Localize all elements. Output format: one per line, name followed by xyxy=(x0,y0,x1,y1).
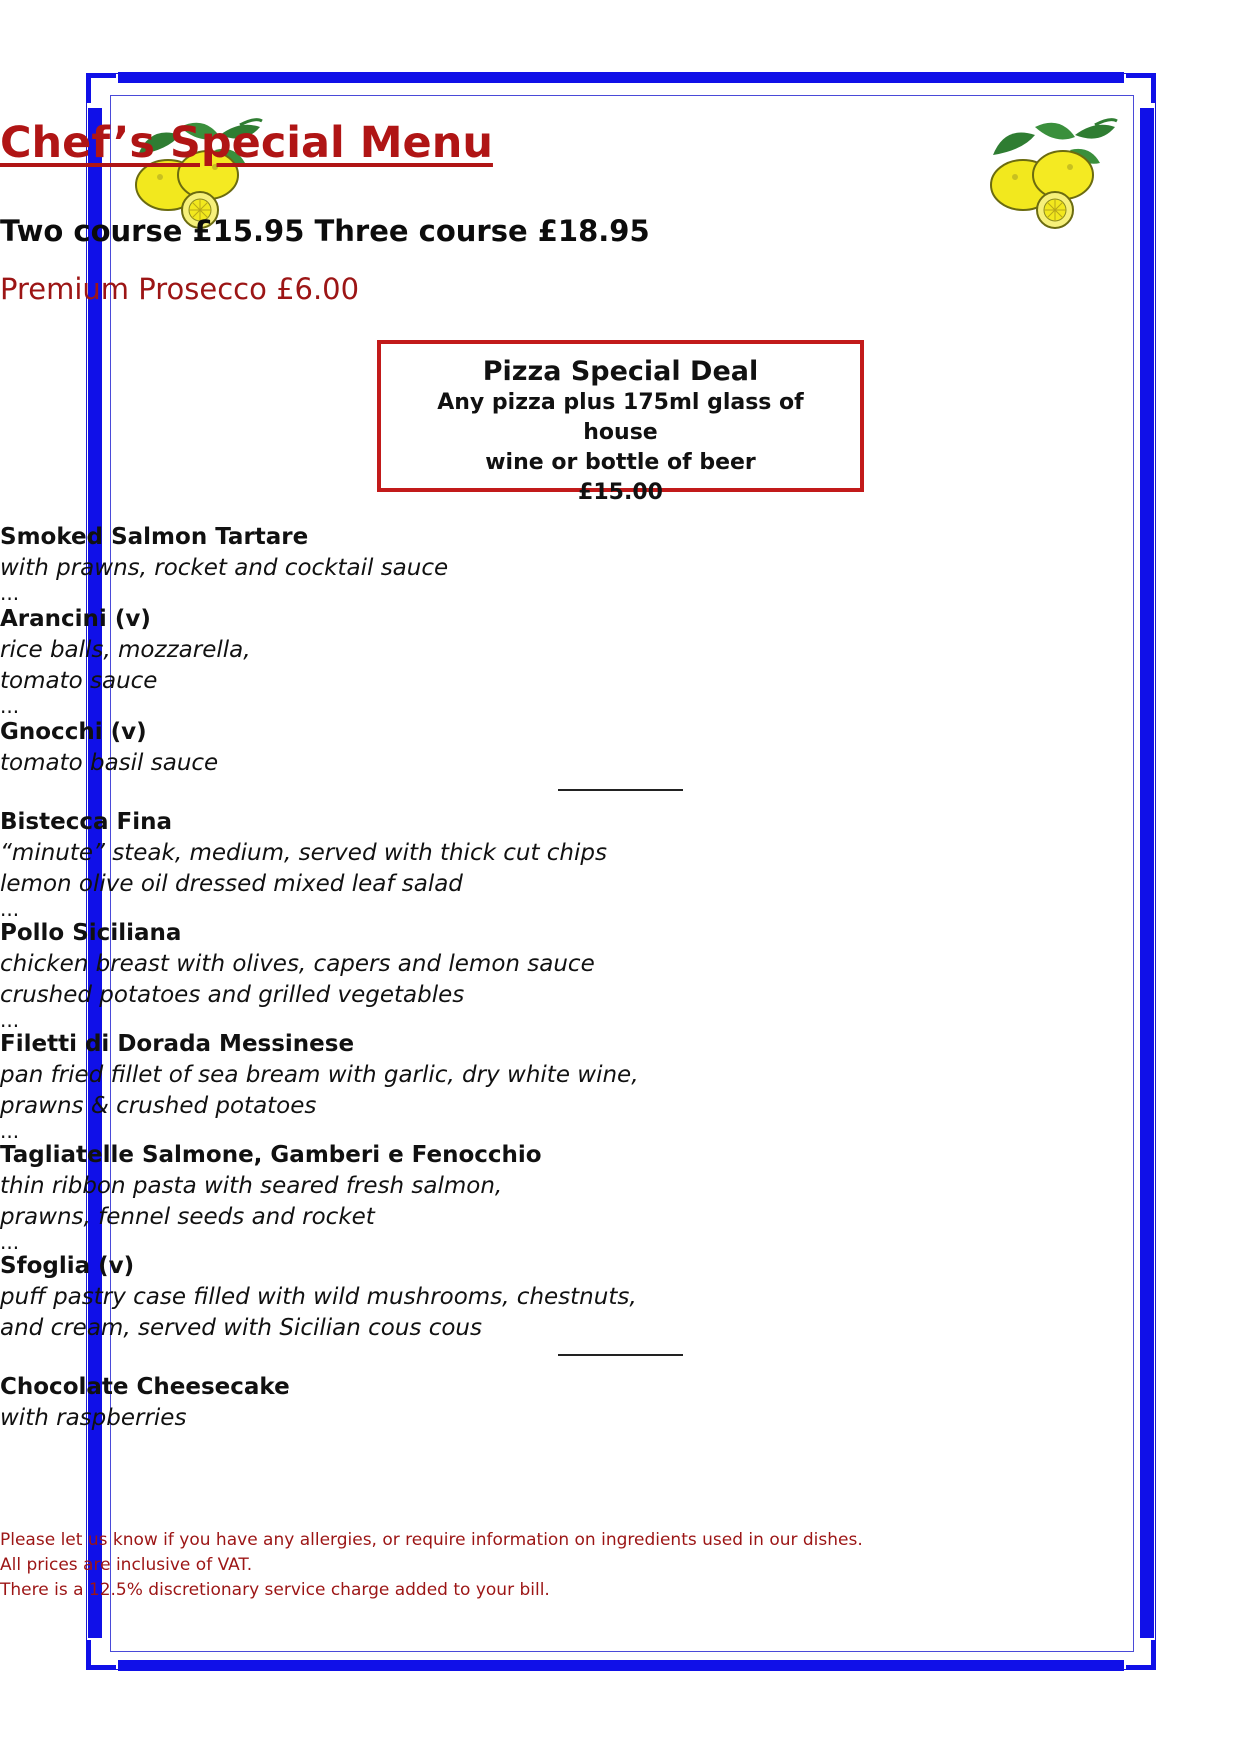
dish-name: Filetti di Dorada Messinese xyxy=(0,1031,355,1057)
dish-name: Arancini (v) xyxy=(0,606,151,632)
dish-description: puff pastry case filled with wild mushrooms, chestnuts, xyxy=(0,1284,637,1310)
course-divider xyxy=(558,789,683,791)
item-separator: ... xyxy=(0,1119,20,1143)
dish-description: pan fried fillet of sea bream with garlic, dry white wine, xyxy=(0,1062,639,1088)
dish-description: prawns & crushed potatoes xyxy=(0,1093,317,1119)
item-separator: ... xyxy=(0,694,20,718)
dish-description: crushed potatoes and grilled vegetables xyxy=(0,982,465,1008)
service-charge-note: There is a 12.5% discretionary service charge added to your bill. xyxy=(0,1580,550,1600)
dish-name: Chocolate Cheesecake xyxy=(0,1374,290,1400)
mains-section xyxy=(0,807,1240,1344)
dish-name: Tagliatelle Salmone, Gamberi e Fenocchio xyxy=(0,1142,542,1168)
dish-description: thin ribbon pasta with seared fresh salmon, xyxy=(0,1173,503,1199)
item-separator: ... xyxy=(0,1230,20,1254)
dish-name: Bistecca Fina xyxy=(0,809,172,835)
deal-description-line: Any pizza plus 175ml glass of house xyxy=(437,390,804,445)
border-bottom-bar xyxy=(118,1660,1124,1671)
menu-title: Chef’s Special Menu xyxy=(0,118,493,168)
allergy-note: Please let us know if you have any allergies, or require information on ingredients used in our dishes. xyxy=(0,1530,863,1550)
dish-description: chicken breast with olives, capers and lemon sauce xyxy=(0,951,595,977)
dish-description: with raspberries xyxy=(0,1405,187,1431)
dish-description: rice balls, mozzarella, xyxy=(0,637,251,663)
footer-notes xyxy=(0,1528,1240,1603)
starters-section xyxy=(0,522,1240,779)
deal-description xyxy=(401,388,841,478)
item-separator: ... xyxy=(0,897,20,921)
dish-description: tomato basil sauce xyxy=(0,750,219,776)
prosecco-offer: Premium Prosecco £6.00 xyxy=(0,272,360,306)
pizza-deal-box xyxy=(377,340,864,505)
dish-description: with prawns, rocket and cocktail sauce xyxy=(0,555,449,581)
vat-note: All prices are inclusive of VAT. xyxy=(0,1555,253,1575)
deal-title: Pizza Special Deal xyxy=(482,356,759,387)
dish-name: Sfoglia (v) xyxy=(0,1253,135,1279)
dish-description: and cream, served with Sicilian cous cous xyxy=(0,1315,482,1341)
dish-description: prawns, fennel seeds and rocket xyxy=(0,1204,375,1230)
item-separator: ... xyxy=(0,581,20,605)
deal-description-line: wine or bottle of beer xyxy=(485,450,756,475)
deal-price: £15.00 xyxy=(578,480,663,505)
dish-description: lemon olive oil dressed mixed leaf salad xyxy=(0,871,463,897)
dish-name: Smoked Salmon Tartare xyxy=(0,524,309,550)
desserts-section xyxy=(0,1372,1240,1434)
dish-description: tomato sauce xyxy=(0,668,158,694)
border-top-bar xyxy=(118,72,1124,83)
dish-name: Gnocchi (v) xyxy=(0,719,147,745)
item-separator: ... xyxy=(0,1008,20,1032)
dish-description: “minute” steak, medium, served with thick cut chips xyxy=(0,840,607,866)
menu-items xyxy=(0,522,1240,1434)
course-prices: Two course £15.95 Three course £18.95 xyxy=(0,214,650,248)
course-divider xyxy=(558,1354,683,1356)
dish-name: Pollo Siciliana xyxy=(0,920,182,946)
